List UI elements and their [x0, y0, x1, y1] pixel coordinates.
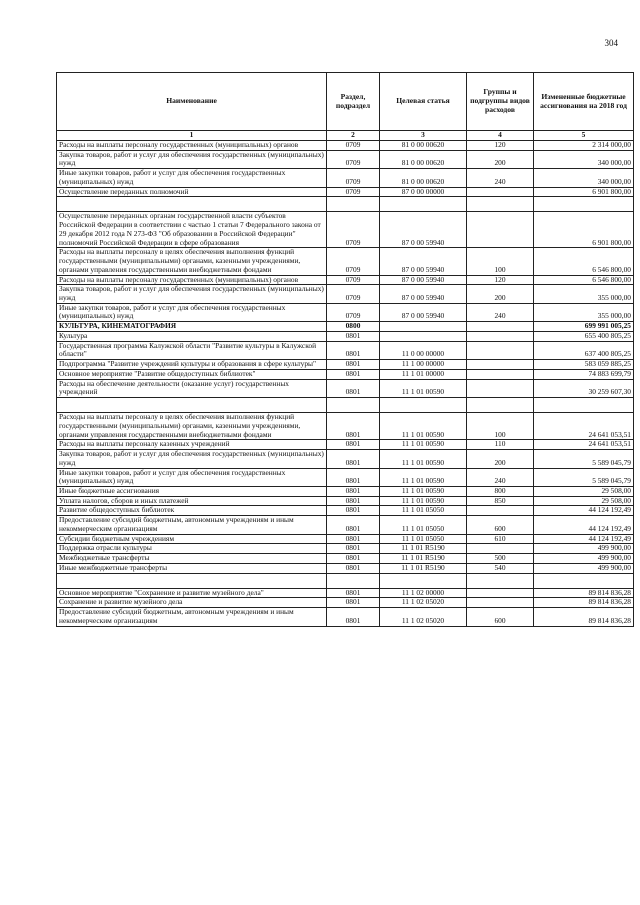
row-sum-cell: 6 901 800,00 [534, 187, 634, 197]
row-section-cell: 0709 [327, 275, 380, 285]
row-sum-cell: 637 400 805,25 [534, 341, 634, 359]
spacer-cell [467, 573, 534, 588]
row-target-cell: 11 1 01 00590 [380, 440, 467, 450]
row-sum-cell: 89 814 836,28 [534, 588, 634, 598]
row-name-cell: Осуществление переданных полномочий [57, 187, 327, 197]
row-section-cell: 0801 [327, 360, 380, 370]
table-row [57, 360, 634, 370]
row-section-cell: 0801 [327, 534, 380, 544]
row-name-cell: Межбюджетные трансферты [57, 554, 327, 564]
row-name-cell: Расходы на выплаты персоналу в целях обеспечения выполнения функций государственными (муниципальными) органами, казенными учреждениями, органами управления государственными внебюджетными фондами [57, 413, 327, 440]
row-section-cell: 0801 [327, 563, 380, 573]
spacer-cell [57, 398, 327, 413]
row-group-cell: 200 [467, 450, 534, 468]
row-name-cell: Расходы на обеспечение деятельности (оказание услуг) государственных учреждений [57, 379, 327, 397]
row-name-cell: Предоставление субсидий бюджетным, автономным учреждениям и иным некоммерческим организациям [57, 516, 327, 534]
row-group-cell: 240 [467, 303, 534, 321]
row-section-cell: 0801 [327, 369, 380, 379]
row-section-cell: 0801 [327, 588, 380, 598]
row-sum-cell: 340 000,00 [534, 169, 634, 187]
row-sum-cell: 24 641 053,51 [534, 413, 634, 440]
header-name: Наименование [57, 73, 327, 131]
table-row [57, 285, 634, 303]
row-target-cell: 87 0 00 59940 [380, 285, 467, 303]
row-target-cell: 81 0 00 00620 [380, 141, 467, 151]
row-section-cell: 0801 [327, 554, 380, 564]
row-name-cell: Расходы на выплаты персоналу государственных (муниципальных) органов [57, 141, 327, 151]
row-section-cell: 0801 [327, 341, 380, 359]
row-target-cell: 87 0 00 59940 [380, 212, 467, 248]
header-target: Целевая статья [380, 73, 467, 131]
row-sum-cell: 6 546 800,00 [534, 248, 634, 275]
spacer-cell [327, 197, 380, 212]
column-number: 4 [467, 131, 534, 141]
row-group-cell [467, 379, 534, 397]
table-row [57, 450, 634, 468]
row-section-cell: 0709 [327, 150, 380, 168]
row-sum-cell: 44 124 192,49 [534, 516, 634, 534]
row-group-cell: 850 [467, 496, 534, 506]
row-section-cell: 0801 [327, 440, 380, 450]
spacer-cell [380, 197, 467, 212]
page-number: 304 [604, 38, 618, 48]
row-section-cell: 0801 [327, 450, 380, 468]
row-sum-cell: 6 901 800,00 [534, 212, 634, 248]
table-body [57, 141, 634, 627]
row-sum-cell: 5 589 045,79 [534, 468, 634, 486]
column-number: 2 [327, 131, 380, 141]
row-sum-cell: 355 000,00 [534, 285, 634, 303]
row-group-cell: 600 [467, 516, 534, 534]
row-section-cell: 0801 [327, 413, 380, 440]
row-name-cell: Подпрограмма "Развитие учреждений культуры и образования в сфере культуры" [57, 360, 327, 370]
row-target-cell: 81 0 00 00620 [380, 169, 467, 187]
table-row [57, 187, 634, 197]
column-number: 5 [534, 131, 634, 141]
row-target-cell: 11 1 01 R5190 [380, 563, 467, 573]
row-name-cell: Иные закупки товаров, работ и услуг для обеспечения государственных (муниципальных) нужд [57, 468, 327, 486]
row-group-cell: 200 [467, 150, 534, 168]
table-row [57, 554, 634, 564]
row-name-cell: Закупка товаров, работ и услуг для обеспечения государственных (муниципальных) нужд [57, 450, 327, 468]
row-group-cell: 120 [467, 275, 534, 285]
row-name-cell: Расходы на выплаты персоналу в целях обеспечения выполнения функций государственными (муниципальными) органами, казенными учреждениями, органами управления государственными внебюджетными фондами [57, 248, 327, 275]
column-number-row [57, 131, 634, 141]
row-target-cell: 87 0 00 59940 [380, 248, 467, 275]
row-target-cell: 11 0 00 00000 [380, 341, 467, 359]
row-section-cell: 0801 [327, 598, 380, 608]
table-row [57, 322, 634, 332]
row-target-cell: 11 1 02 05020 [380, 608, 467, 626]
spacer-cell [467, 197, 534, 212]
row-target-cell: 11 1 01 R5190 [380, 554, 467, 564]
table-row [57, 608, 634, 626]
row-name-cell: Иные бюджетные ассигнования [57, 486, 327, 496]
row-sum-cell: 29 508,00 [534, 496, 634, 506]
row-group-cell: 200 [467, 285, 534, 303]
table-row [57, 331, 634, 341]
row-sum-cell: 74 883 699,79 [534, 369, 634, 379]
spacer-cell [327, 573, 380, 588]
row-group-cell [467, 331, 534, 341]
row-section-cell: 0709 [327, 303, 380, 321]
row-target-cell: 11 1 01 00590 [380, 468, 467, 486]
row-group-cell [467, 341, 534, 359]
table-row [57, 150, 634, 168]
spacer-cell [534, 398, 634, 413]
row-section-cell: 0801 [327, 331, 380, 341]
header-group: Группы и подгруппы видов расходов [467, 73, 534, 131]
row-name-cell: Развитие общедоступных библиотек [57, 506, 327, 516]
table-spacer-row [57, 197, 634, 212]
row-group-cell: 240 [467, 169, 534, 187]
row-sum-cell: 24 641 053,51 [534, 440, 634, 450]
row-sum-cell: 655 400 805,25 [534, 331, 634, 341]
row-section-cell: 0801 [327, 608, 380, 626]
header-section: Раздел, подраздел [327, 73, 380, 131]
row-group-cell [467, 187, 534, 197]
row-target-cell: 11 1 01 05050 [380, 534, 467, 544]
spacer-cell [57, 573, 327, 588]
row-target-cell: 87 0 00 00000 [380, 187, 467, 197]
spacer-cell [327, 398, 380, 413]
row-target-cell: 11 1 01 00590 [380, 379, 467, 397]
row-name-cell: Основное мероприятие "Сохранение и развитие музейного дела" [57, 588, 327, 598]
row-target-cell: 11 1 02 05020 [380, 598, 467, 608]
row-group-cell [467, 506, 534, 516]
row-target-cell: 81 0 00 00620 [380, 150, 467, 168]
row-target-cell: 11 1 01 05050 [380, 506, 467, 516]
row-sum-cell: 699 991 005,25 [534, 322, 634, 332]
table-row [57, 413, 634, 440]
row-section-cell: 0801 [327, 486, 380, 496]
row-section-cell: 0709 [327, 187, 380, 197]
row-sum-cell: 499 900,00 [534, 554, 634, 564]
spacer-cell [534, 197, 634, 212]
table-row [57, 516, 634, 534]
row-target-cell: 11 1 01 00590 [380, 486, 467, 496]
row-name-cell: Иные межбюджетные трансферты [57, 563, 327, 573]
table-row [57, 303, 634, 321]
row-sum-cell: 44 124 192,49 [534, 534, 634, 544]
table-row [57, 248, 634, 275]
table-row [57, 379, 634, 397]
row-section-cell: 0709 [327, 285, 380, 303]
row-group-cell: 500 [467, 554, 534, 564]
table-row [57, 563, 634, 573]
row-group-cell [467, 322, 534, 332]
table-row [57, 141, 634, 151]
row-sum-cell: 89 814 836,28 [534, 608, 634, 626]
row-section-cell: 0709 [327, 248, 380, 275]
row-sum-cell: 499 900,00 [534, 563, 634, 573]
row-sum-cell: 355 000,00 [534, 303, 634, 321]
row-group-cell: 100 [467, 248, 534, 275]
row-target-cell: 11 1 02 00000 [380, 588, 467, 598]
row-section-cell: 0801 [327, 496, 380, 506]
row-section-cell: 0801 [327, 379, 380, 397]
row-name-cell: Расходы на выплаты персоналу государственных (муниципальных) органов [57, 275, 327, 285]
spacer-cell [534, 573, 634, 588]
row-target-cell: 87 0 00 59940 [380, 275, 467, 285]
table-row [57, 468, 634, 486]
row-name-cell: Предоставление субсидий бюджетным, автономным учреждениям и иным некоммерческим организациям [57, 608, 327, 626]
row-target-cell: 11 1 01 R5190 [380, 544, 467, 554]
row-target-cell: 11 1 01 00590 [380, 450, 467, 468]
row-group-cell [467, 360, 534, 370]
row-name-cell: Закупка товаров, работ и услуг для обеспечения государственных (муниципальных) нужд [57, 150, 327, 168]
column-number: 3 [380, 131, 467, 141]
row-group-cell [467, 369, 534, 379]
row-section-cell: 0801 [327, 544, 380, 554]
row-section-cell: 0801 [327, 506, 380, 516]
row-group-cell: 240 [467, 468, 534, 486]
row-target-cell: 11 1 01 00590 [380, 496, 467, 506]
row-name-cell: Иные закупки товаров, работ и услуг для обеспечения государственных (муниципальных) нужд [57, 303, 327, 321]
spacer-cell [380, 398, 467, 413]
table-spacer-row [57, 398, 634, 413]
table-row [57, 212, 634, 248]
row-sum-cell: 5 589 045,79 [534, 450, 634, 468]
row-group-cell: 610 [467, 534, 534, 544]
column-number: 1 [57, 131, 327, 141]
row-target-cell [380, 322, 467, 332]
row-name-cell: Поддержка отрасли культуры [57, 544, 327, 554]
row-name-cell: КУЛЬТУРА, КИНЕМАТОГРАФИЯ [57, 322, 327, 332]
table-spacer-row [57, 573, 634, 588]
row-sum-cell: 340 000,00 [534, 150, 634, 168]
row-name-cell: Иные закупки товаров, работ и услуг для обеспечения государственных (муниципальных) нужд [57, 169, 327, 187]
table-row [57, 369, 634, 379]
row-group-cell: 800 [467, 486, 534, 496]
row-target-cell [380, 331, 467, 341]
row-sum-cell: 29 508,00 [534, 486, 634, 496]
row-group-cell: 110 [467, 440, 534, 450]
row-sum-cell: 6 546 800,00 [534, 275, 634, 285]
row-name-cell: Государственная программа Калужской области "Развитие культуры в Калужской области" [57, 341, 327, 359]
table-row [57, 341, 634, 359]
budget-table [56, 72, 634, 627]
row-group-cell [467, 598, 534, 608]
row-name-cell: Закупка товаров, работ и услуг для обеспечения государственных (муниципальных) нужд [57, 285, 327, 303]
row-target-cell: 11 1 01 00000 [380, 369, 467, 379]
table-row [57, 169, 634, 187]
row-name-cell: Культура [57, 331, 327, 341]
row-target-cell: 87 0 00 59940 [380, 303, 467, 321]
row-sum-cell: 583 059 885,25 [534, 360, 634, 370]
table-row [57, 486, 634, 496]
row-group-cell: 120 [467, 141, 534, 151]
row-sum-cell: 89 814 836,28 [534, 598, 634, 608]
header-sum: Измененные бюджетные ассигнования на 2018 год [534, 73, 634, 131]
row-group-cell [467, 588, 534, 598]
row-name-cell: Расходы на выплаты персоналу казенных учреждений [57, 440, 327, 450]
row-name-cell: Основное мероприятие "Развитие общедоступных библиотек" [57, 369, 327, 379]
row-target-cell: 11 1 01 05050 [380, 516, 467, 534]
row-sum-cell: 2 314 000,00 [534, 141, 634, 151]
row-group-cell: 540 [467, 563, 534, 573]
row-sum-cell: 44 124 192,49 [534, 506, 634, 516]
row-section-cell: 0800 [327, 322, 380, 332]
spacer-cell [467, 398, 534, 413]
row-section-cell: 0801 [327, 468, 380, 486]
row-sum-cell: 30 259 607,30 [534, 379, 634, 397]
row-name-cell: Уплата налогов, сборов и иных платежей [57, 496, 327, 506]
row-name-cell: Осуществление переданных органам государственной власти субъектов Российской Федерации в соответствии с частью 1 статьи 7 Федерального закона от 29 декабря 2012 года N 273-ФЗ "Об образовании в Российской Федерации" полномочий Российской Федерации в сфере образования [57, 212, 327, 248]
row-section-cell: 0709 [327, 212, 380, 248]
row-name-cell: Субсидии бюджетным учреждениям [57, 534, 327, 544]
table-header-row [57, 73, 634, 131]
spacer-cell [57, 197, 327, 212]
row-sum-cell: 499 900,00 [534, 544, 634, 554]
row-group-cell: 600 [467, 608, 534, 626]
row-target-cell: 11 1 01 00590 [380, 413, 467, 440]
row-group-cell [467, 212, 534, 248]
row-group-cell: 100 [467, 413, 534, 440]
row-name-cell: Сохранение и развитие музейного дела [57, 598, 327, 608]
row-section-cell: 0801 [327, 516, 380, 534]
spacer-cell [380, 573, 467, 588]
row-section-cell: 0709 [327, 141, 380, 151]
row-section-cell: 0709 [327, 169, 380, 187]
row-target-cell: 11 1 00 00000 [380, 360, 467, 370]
